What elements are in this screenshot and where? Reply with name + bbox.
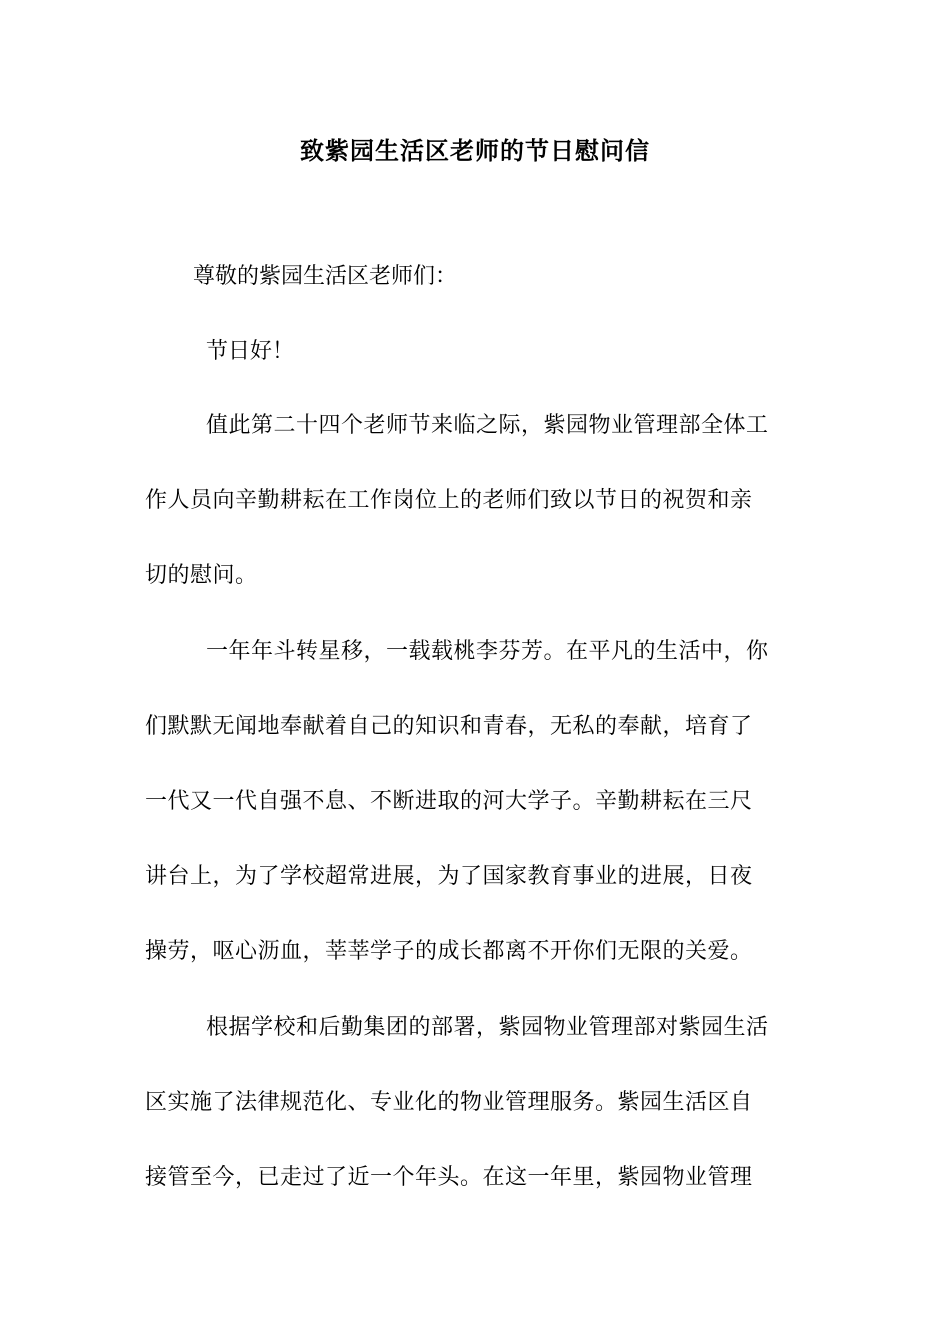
paragraph-1-line-1: 值此第二十四个老师节来临之际，紫园物业管理部全体工: [206, 413, 769, 438]
paragraph-3-line-2: 区实施了法律规范化、专业化的物业管理服务。紫园生活区自: [145, 1089, 753, 1115]
paragraph-1-line-2: 作人员向辛勤耕耘在工作岗位上的老师们致以节日的祝贺和亲: [145, 488, 753, 514]
paragraph-2-line-4: 讲台上，为了学校超常进展，为了国家教育事业的进展，日夜: [145, 864, 753, 890]
greeting: 节日好！: [206, 339, 295, 364]
paragraph-2-line-1: 一年年斗转星移，一载载桃李芬芳。在平凡的生活中，你: [206, 638, 769, 664]
paragraph-2-line-2: 们默默无闻地奉献着自己的知识和青春，无私的奉献，培育了: [145, 713, 753, 739]
paragraph-2-line-3: 一代又一代自强不息、不断进取的河大学子。辛勤耕耘在三尺: [145, 788, 753, 814]
paragraph-2-line-5: 操劳，呕心沥血，莘莘学子的成长都离不开你们无限的关爱。: [145, 939, 753, 965]
paragraph-3-line-3: 接管至今，已走过了近一个年头。在这一年里，紫园物业管理: [145, 1164, 753, 1190]
letter-body: [145, 411, 805, 1238]
paragraph-1-line-3: 切的慰问。: [145, 563, 258, 589]
salutation: 尊敬的紫园生活区老师们：: [193, 264, 458, 289]
document-title: 致紫园生活区老师的节日慰问信: [300, 137, 650, 165]
paragraph-3-line-1: 根据学校和后勤集团的部署，紫园物业管理部对紫园生活: [206, 1014, 769, 1040]
